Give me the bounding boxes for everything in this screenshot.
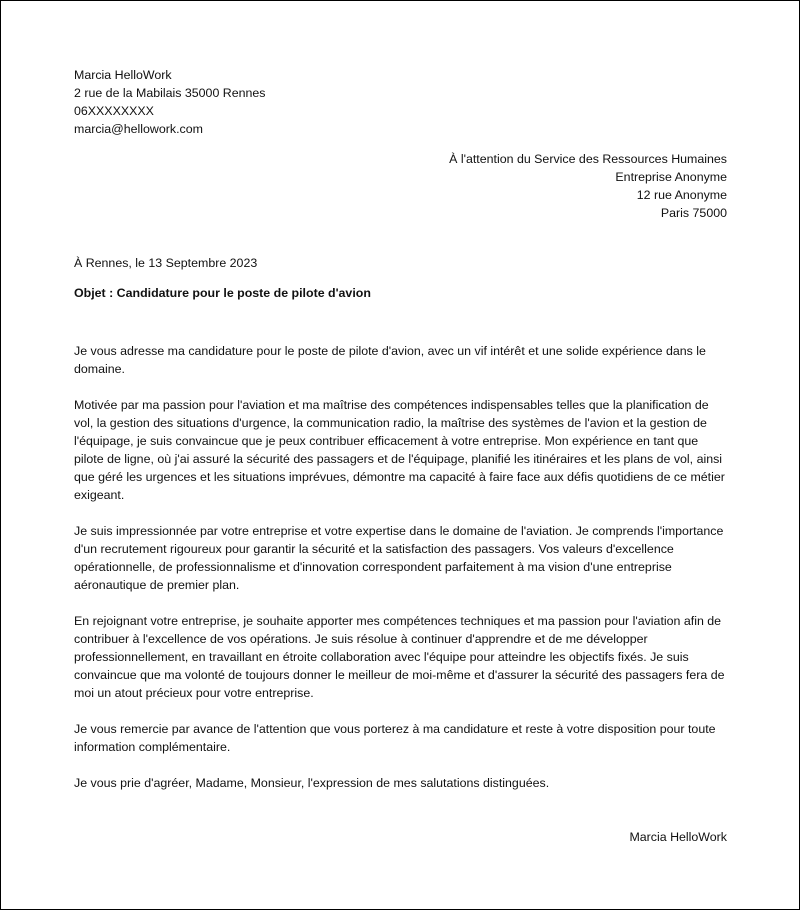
letter-body [74,342,730,810]
paragraph-thanks: Je vous remercie par avance de l'attention que vous porterez à ma candidature et reste à votre disposition pour toute information complémentaire. [74,722,716,754]
letter-subject: Objet : Candidature pour le poste de pilote d'avion [74,286,371,300]
recipient-company: Entreprise Anonyme [615,170,727,184]
recipient-city: Paris 75000 [660,206,727,220]
sender-block [74,66,266,138]
sender-email: marcia@hellowork.com [74,122,203,136]
paragraph-company: Je suis impressionnée par votre entreprise et votre expertise dans le domaine de l'aviation. Je comprends l'importance d'un recrutement rigoureux pour garantir la sécurité et la satisfaction des passagers. Vos valeurs d'excellence opérationnelle, de professionnalisme et d'innovation correspondent parfaitement à ma vision d'une entreprise aéronautique de premier plan. [74,524,724,592]
paragraph-closing: Je vous prie d'agréer, Madame, Monsieur, l'expression de mes salutations distinguées. [74,776,550,790]
recipient-street: 12 rue Anonyme [636,188,727,202]
sender-address: 2 rue de la Mabilais 35000 Rennes [74,86,266,100]
signature: Marcia HelloWork [629,830,727,844]
paragraph-contribution: En rejoignant votre entreprise, je souhaite apporter mes compétences techniques et ma passion pour l'aviation afin de contribuer à l'excellence de vos opérations. Je suis résolue à continuer d'apprendre et de me développer professionnellement, en travaillant en étroite collaboration avec l'équipe pour atteindre les objectifs fixés. Je suis convaincue que ma volonté de toujours donner le meilleur de moi-même et d'assurer la sécurité des passagers fera de moi un atout précieux pour votre entreprise. [74,614,725,700]
sender-phone: 06XXXXXXXX [74,104,154,118]
letter-date: À Rennes, le 13 Septembre 2023 [74,256,258,270]
paragraph-introduction: Je vous adresse ma candidature pour le poste de pilote d'avion, avec un vif intérêt et une solide expérience dans le domaine. [74,344,706,376]
sender-name: Marcia HelloWork [74,68,172,82]
recipient-block [449,150,727,222]
recipient-attention: À l'attention du Service des Ressources Humaines [449,152,727,166]
paragraph-motivation: Motivée par ma passion pour l'aviation et ma maîtrise des compétences indispensables telles que la planification de vol, la gestion des situations d'urgence, la communication radio, la maîtrise des systèmes de l'avion et la gestion de l'équipage, je suis convaincue que je peux contribuer efficacement à votre entreprise. Mon expérience en tant que pilote de ligne, où j'ai assuré la sécurité des passagers et de l'équipage, planifié les itinéraires et les plans de vol, ainsi que géré les urgences et les situations imprévues, démontre ma capacité à faire face aux défis quotidiens de ce métier exigeant. [74,398,725,502]
